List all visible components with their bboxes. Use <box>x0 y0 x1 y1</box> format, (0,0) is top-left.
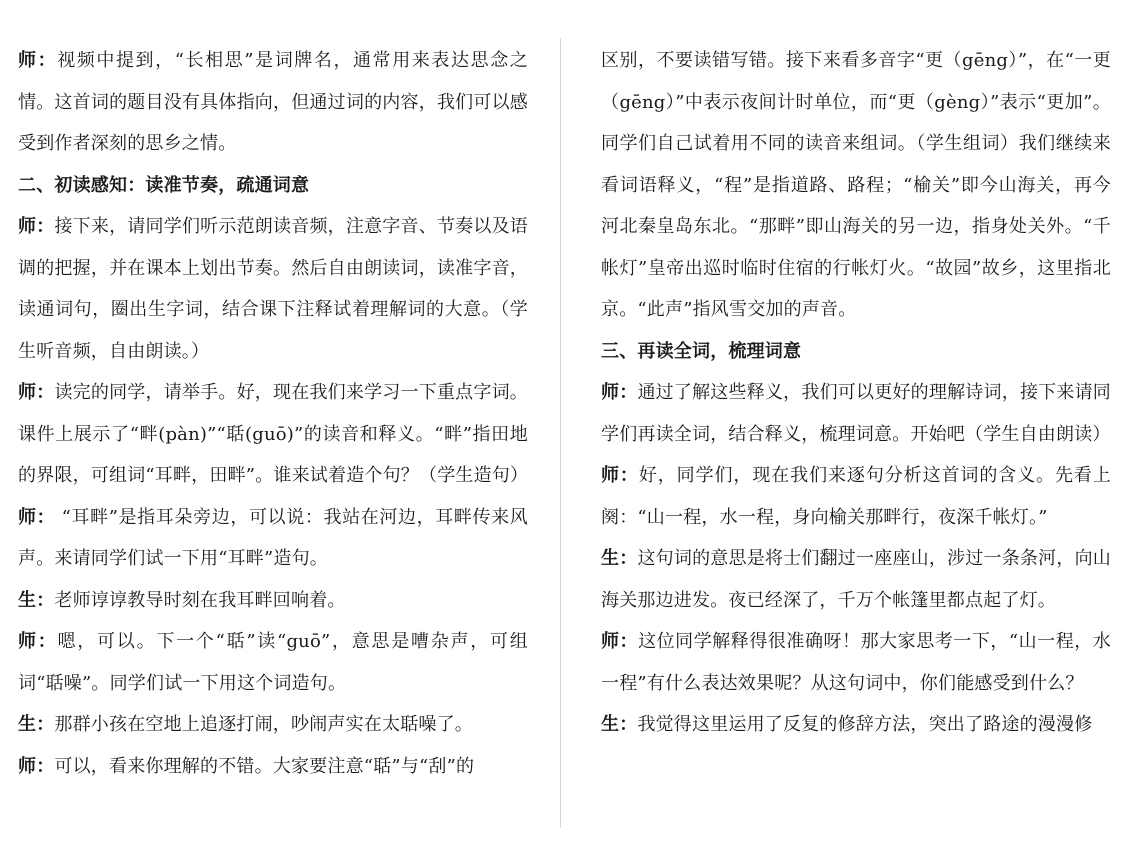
paragraph-text: 好，同学们，现在我们来逐句分析这首词的含义。先看上阕：“山一程，水一程，身向榆关那畔行，夜深千帐灯。” <box>601 465 1112 528</box>
paragraph-text: 通过了解这些释义，我们可以更好的理解诗词，接下来请同学们再读全词，结合释义，梳理词意。开始吧（学生自由朗读） <box>601 382 1111 445</box>
speaker-label: 生： <box>601 714 638 735</box>
speaker-label: 生： <box>18 714 55 735</box>
column-divider <box>560 38 561 828</box>
paragraph <box>601 538 1111 621</box>
paragraph-text: 我觉得这里运用了反复的修辞方法，突出了路途的漫漫修 <box>637 714 1093 735</box>
paragraph-text: 这句词的意思是将士们翻过一座座山，涉过一条条河，向山海关那边进发。夜已经深了，千万个帐篷里都点起了灯。 <box>601 548 1111 611</box>
paragraph <box>601 621 1111 704</box>
paragraph <box>18 206 528 372</box>
speaker-label: 师： <box>18 50 58 71</box>
paragraph <box>18 40 528 165</box>
paragraph <box>18 621 528 704</box>
right-column <box>601 40 1111 746</box>
section-heading: 三、再读全词，梳理词意 <box>601 340 802 362</box>
paragraph-text: 嗯，可以。下一个“聒”读“guō”，意思是嘈杂声，可组词“聒噪”。同学们试一下用这个词造句。 <box>18 631 528 694</box>
paragraph-text: 视频中提到，“长相思”是词牌名，通常用来表达思念之情。这首词的题目没有具体指向，但通过词的内容，我们可以感受到作者深刻的思乡之情。 <box>18 50 528 154</box>
paragraph-text: 可以，看来你理解的不错。大家要注意“聒”与“刮”的 <box>54 755 475 777</box>
paragraph <box>601 455 1111 538</box>
speaker-label: 师： <box>18 506 56 528</box>
paragraph <box>18 372 528 497</box>
speaker-label: 师： <box>18 382 55 403</box>
section-heading: 二、初读感知：读准节奏，疏通词意 <box>18 174 310 196</box>
left-column <box>18 40 528 787</box>
speaker-label: 师： <box>18 216 55 237</box>
paragraph <box>601 40 1111 331</box>
paragraph-text: 老师谆谆教导时刻在我耳畔回响着。 <box>54 589 346 611</box>
paragraph <box>18 704 528 746</box>
speaker-label: 师： <box>601 382 638 403</box>
paragraph-text: 区别，不要读错写错。接下来看多音字“更（gēng）”，在“一更（gēng）”中表示夜间计时单位，而“更（gèng）”表示“更加”。同学们自己试着用不同的读音来组词。（学生组词）我们继续来看词语释义，“程”是指道路、路程；“榆关”即今山海关，再今河北秦皇岛东北。“那畔”即山海关的另一边，指身处关外。“千帐灯”皇帝出巡时临时住宿的行帐灯火。“故园”故乡，这里指北京。“此声”指风雪交加的声音。 <box>601 50 1111 320</box>
paragraph <box>601 704 1111 746</box>
speaker-label: 师： <box>18 755 55 777</box>
paragraph-text: 读完的同学，请举手。好，现在我们来学习一下重点字词。课件上展示了“畔(pàn)”“聒(guō)”的读音和释义。“畔”指田地的界限，可组词“耳畔，田畔”。谁来试着造个句？（学生造句） <box>18 382 529 486</box>
speaker-label: 师： <box>601 465 639 486</box>
paragraph-text: 这位同学解释得很准确呀！那大家思考一下，“山一程，水一程”有什么表达效果呢？从这句词中，你们能感受到什么？ <box>601 631 1112 694</box>
paragraph <box>18 746 528 788</box>
paragraph-text: 那群小孩在空地上追逐打闹，吵闹声实在太聒噪了。 <box>54 714 474 735</box>
paragraph <box>601 372 1111 455</box>
speaker-label: 生： <box>18 589 55 611</box>
speaker-label: 师： <box>601 631 639 652</box>
paragraph <box>18 497 528 580</box>
speaker-label: 生： <box>601 548 638 569</box>
paragraph-text: 接下来，请同学们听示范朗读音频，注意字音、节奏以及语调的把握，并在课本上划出节奏。然后自由朗读词，读准字音，读通词句，圈出生字词，结合课下注释试着理解词的大意。（学生听音频，自由朗读。） <box>18 216 528 362</box>
paragraph-text: “耳畔”是指耳朵旁边，可以说：我站在河边，耳畔传来风声。来请同学们试一下用“耳畔”造句。 <box>18 506 528 569</box>
paragraph <box>18 580 528 622</box>
speaker-label: 师： <box>18 631 58 652</box>
